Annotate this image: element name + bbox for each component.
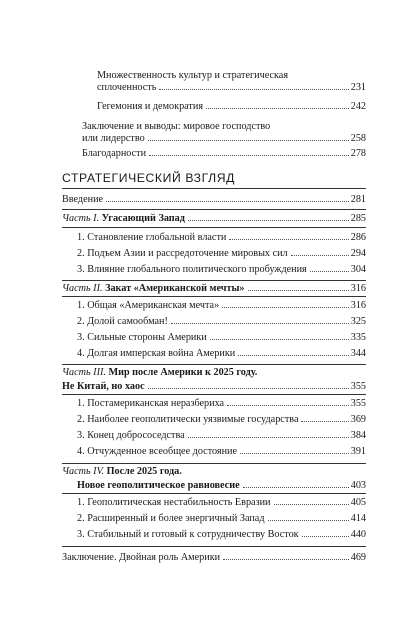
dot-leader <box>210 339 349 340</box>
toc-chapter <box>77 232 366 244</box>
page-number: 294 <box>350 248 366 259</box>
toc-chapter <box>77 332 366 344</box>
dot-leader <box>238 355 348 356</box>
page-number: 403 <box>350 480 366 491</box>
page-number: 355 <box>350 398 366 409</box>
dot-leader <box>149 155 349 156</box>
page-number: 469 <box>350 552 366 563</box>
toc-chapter <box>77 264 366 276</box>
toc-entry-text: 3. Стабильный и готовый к сотрудничеству Восток <box>77 529 299 540</box>
toc-entry-text: 1. Общая «Американская мечта» <box>77 300 220 311</box>
toc-chapter <box>77 300 366 312</box>
toc-entry-text: 3. Сильные стороны Америки <box>77 332 207 343</box>
toc-entry-text: Множественность культур и стратегическая <box>97 70 289 81</box>
toc-entry-text: 1. Постамериканская неразбериха <box>77 398 225 409</box>
toc-chapter <box>77 414 366 426</box>
part-label: Часть IV. <box>62 466 105 477</box>
dot-leader <box>106 201 349 202</box>
dot-leader <box>268 520 349 521</box>
dot-leader <box>188 220 349 221</box>
part-title: После 2025 года. <box>106 466 182 477</box>
toc-entry-text: 2. Наиболее геополитически уязвимые государства <box>77 414 299 425</box>
dot-leader <box>310 271 349 272</box>
page-number: 316 <box>350 300 366 311</box>
divider <box>62 546 366 547</box>
divider <box>62 188 366 189</box>
part-title: Не Китай, но хаос <box>62 381 145 392</box>
toc-part-2 <box>62 283 366 295</box>
toc-entry-text: 4. Отчужденное всеобщее достояние <box>77 446 238 457</box>
part-label: Часть III. <box>62 367 106 378</box>
toc-entry-text: 3. Конец добрососедства <box>77 430 185 441</box>
dot-leader <box>274 504 349 505</box>
toc-entry-introduction <box>62 194 366 206</box>
part-title: Новое геополитическое равновесие <box>77 480 240 491</box>
divider <box>62 296 366 297</box>
toc-entry-text: Заключение. Двойная роль Америки <box>62 552 221 563</box>
divider <box>62 394 366 395</box>
page-number: 286 <box>350 232 366 243</box>
page-number: 384 <box>350 430 366 441</box>
dot-leader <box>148 388 349 389</box>
toc-entry-text: 3. Влияние глобального политического пробуждения <box>77 264 307 275</box>
page-number: 369 <box>350 414 366 425</box>
part-title: Закат «Американской мечты» <box>105 283 245 294</box>
dot-leader <box>171 323 349 324</box>
dot-leader <box>222 307 349 308</box>
toc-chapter <box>77 348 366 360</box>
dot-leader <box>291 255 349 256</box>
dot-leader <box>148 140 349 141</box>
dot-leader <box>227 405 349 406</box>
toc-chapter <box>77 316 366 328</box>
page-number: 281 <box>350 194 366 205</box>
page-number: 316 <box>350 283 366 294</box>
page-number: 304 <box>350 264 366 275</box>
page-number: 391 <box>350 446 366 457</box>
dot-leader <box>243 487 349 488</box>
divider <box>62 280 366 281</box>
toc-entry-pluralism <box>97 70 366 94</box>
toc-entry-text: 2. Долой самообман! <box>77 316 168 327</box>
toc-entry-text: Введение <box>62 194 104 205</box>
page-number: 344 <box>350 348 366 359</box>
toc-entry-text: сплоченность <box>97 82 157 93</box>
toc-part-3 <box>62 367 366 393</box>
dot-leader <box>188 437 349 438</box>
toc-chapter <box>77 513 366 525</box>
toc-entry-text: 4. Долгая имперская война Америки <box>77 348 236 359</box>
dot-leader <box>229 239 348 240</box>
page-number: 258 <box>350 133 366 144</box>
toc-chapter <box>77 248 366 260</box>
toc-entry-text: Заключение и выводы: мировое господство <box>82 121 271 132</box>
page-number: 405 <box>350 497 366 508</box>
page-number: 285 <box>350 213 366 224</box>
toc-part-4 <box>62 466 366 492</box>
dot-leader <box>159 89 348 90</box>
divider <box>62 209 366 210</box>
part-title: Угасающий Запад <box>101 213 185 224</box>
part-label: Часть I. <box>62 213 100 224</box>
toc-chapter <box>77 529 366 541</box>
divider <box>62 227 366 228</box>
page-number: 325 <box>350 316 366 327</box>
divider <box>62 493 366 494</box>
dot-leader <box>223 559 349 560</box>
part-title: Мир после Америки к 2025 году. <box>108 367 258 378</box>
toc-chapter <box>77 430 366 442</box>
toc-entry-text: 1. Геополитическая нестабильность Евразии <box>77 497 271 508</box>
page-number: 440 <box>350 529 366 540</box>
toc-entry-conclusion <box>62 552 366 564</box>
toc-entry-text: или лидерство <box>82 133 145 144</box>
page-number: 355 <box>350 381 366 392</box>
dot-leader <box>206 108 349 109</box>
part-label: Часть II. <box>62 283 103 294</box>
page-number: 278 <box>350 148 366 159</box>
page-number: 414 <box>350 513 366 524</box>
page-number: 335 <box>350 332 366 343</box>
toc-entry-text: Гегемония и демократия <box>97 101 204 112</box>
page-number: 231 <box>350 82 366 93</box>
dot-leader <box>302 536 349 537</box>
toc-entry-text: 2. Расширенный и более энергичный Запад <box>77 513 265 524</box>
divider <box>62 364 366 365</box>
toc-entry-text: 1. Становление глобальной власти <box>77 232 227 243</box>
toc-part-1 <box>62 213 366 225</box>
toc-chapter <box>77 497 366 509</box>
dot-leader <box>248 290 349 291</box>
dot-leader <box>240 453 349 454</box>
page-number: 242 <box>350 101 366 112</box>
section-title: СТРАТЕГИЧЕСКИЙ ВЗГЛЯД <box>62 171 235 185</box>
toc-entry-hegemony <box>97 101 366 113</box>
divider <box>62 463 366 464</box>
toc-chapter <box>77 446 366 458</box>
toc-entry-acknowledgements <box>82 148 366 160</box>
toc-chapter <box>77 398 366 410</box>
toc-entry-conclusions <box>82 121 366 145</box>
dot-leader <box>301 421 348 422</box>
toc-entry-text: Благодарности <box>82 148 147 159</box>
toc-entry-text: 2. Подъем Азии и рассредоточение мировых сил <box>77 248 288 259</box>
